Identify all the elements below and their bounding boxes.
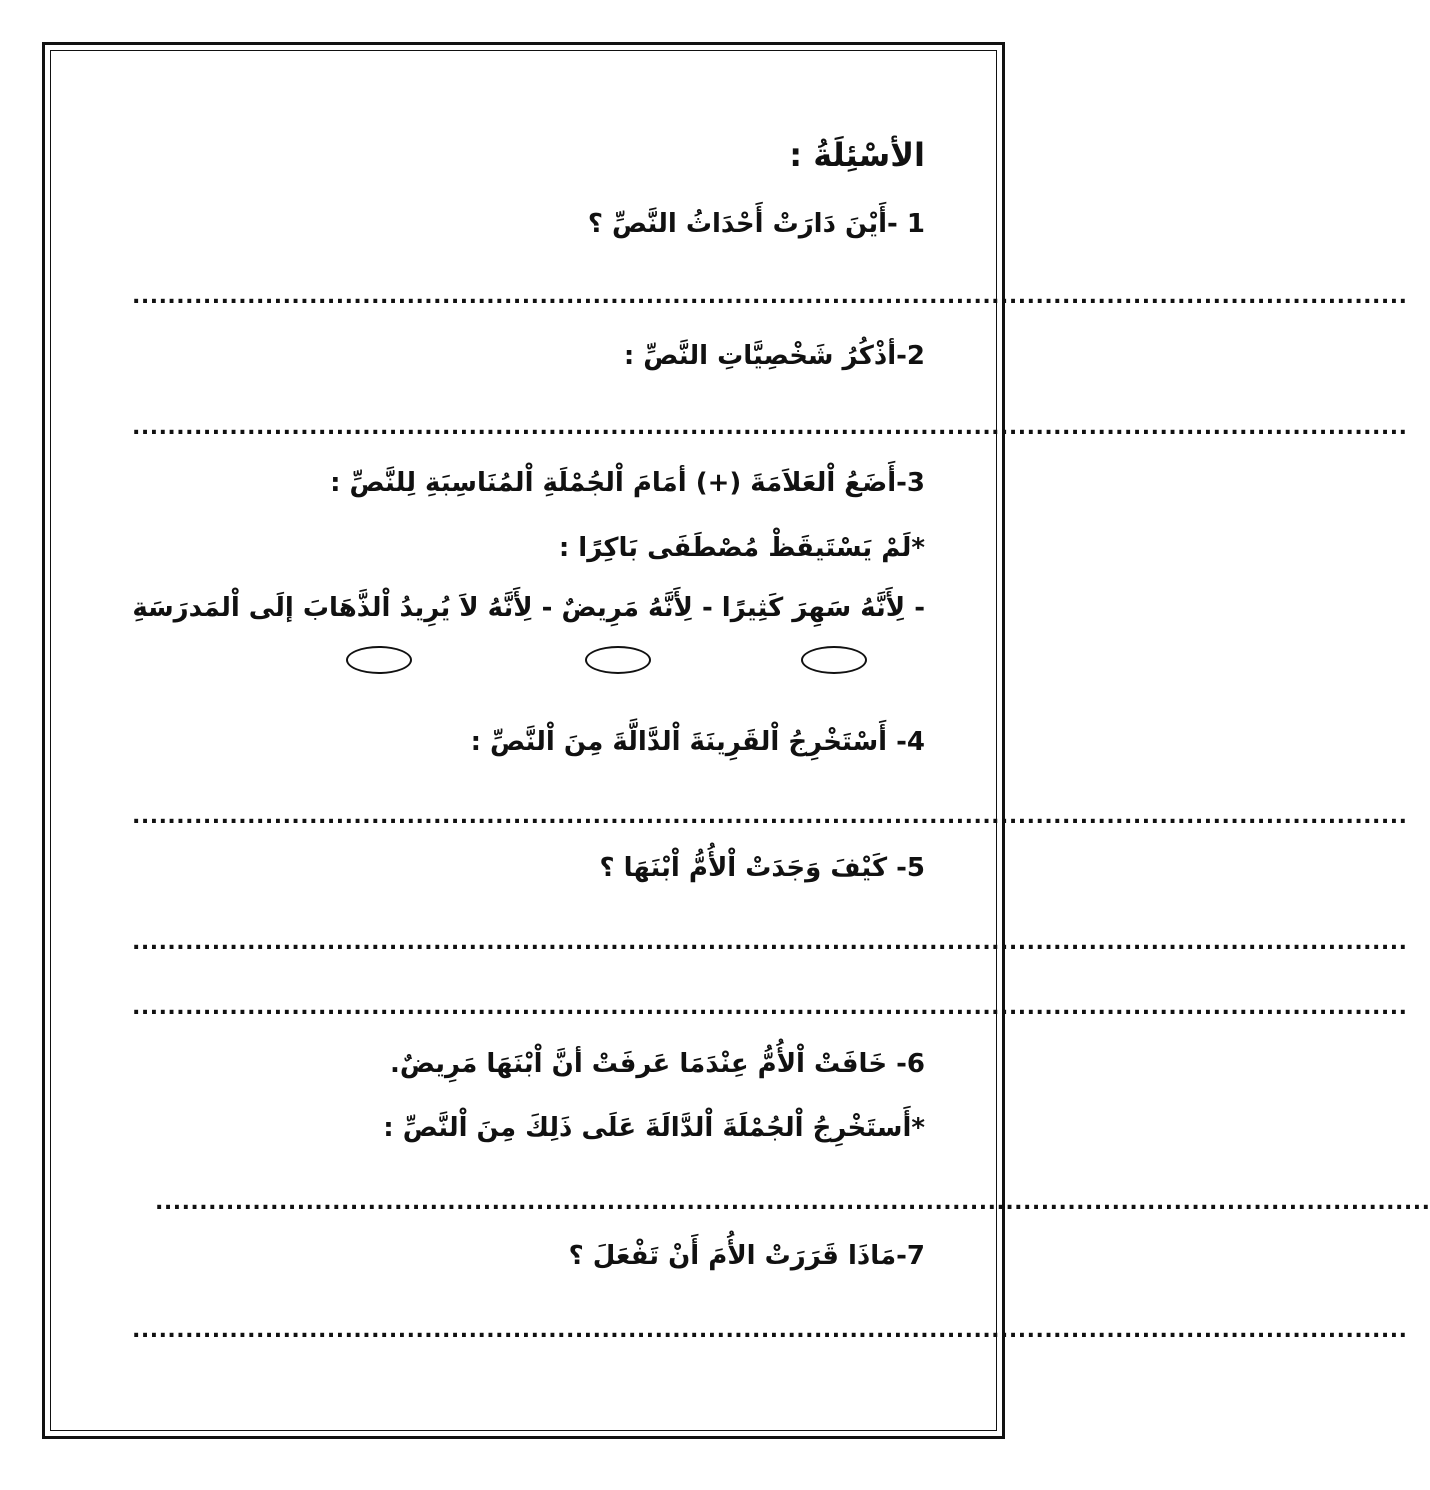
question-7: 7-مَاذَا قَرَرَتْ الأُمَ أَنْ تَفْعَلَ ؟ <box>568 1241 925 1271</box>
answer-line-2[interactable]: ................................................................................................................................................ <box>132 415 1408 440</box>
answer-line-1[interactable]: ................................................................................................................................................ <box>132 284 1408 309</box>
answer-line-6[interactable]: ................................................................................................................................................ <box>155 1190 1430 1215</box>
answer-line-7[interactable]: ................................................................................................................................................ <box>132 1318 1408 1343</box>
question-3-options: - لِأَنَّهُ سَهِرَ كَثِيرًا - لِأَنَّهُ مَرِيضٌ - لِأَنَّهُ لاَ يُرِيدُ اْلذَّهَابَ إلَى اْلمَدرَسَةِ <box>132 593 925 623</box>
question-2: 2-أذْكُرُ شَخْصِيَّاتِ النَّصِّ : <box>623 341 925 371</box>
answer-line-5b[interactable]: ................................................................................................................................................ <box>132 995 1408 1020</box>
option-checkbox-3[interactable] <box>346 646 412 674</box>
question-1: 1 -أَيْنَ دَارَتْ أَحْدَاثُ النَّصِّ ؟ <box>587 209 925 239</box>
question-6: 6- خَافَتْ اْلأُمُّ عِنْدَمَا عَرفَتْ أنَّ اْبْنَهَا مَرِيضٌ. <box>389 1049 925 1079</box>
option-checkbox-1[interactable] <box>801 646 867 674</box>
question-3: 3-أَضَعُ اْلعَلاَمَةَ (+) أمَامَ اْلجُمْلَةِ اْلمُنَاسِبَةِ لِلنَّصِّ : <box>330 468 925 498</box>
question-4: 4- أَسْتَخْرِجُ اْلقَرِينَةَ اْلدَّالَّةَ مِنَ اْلنَّصِّ : <box>470 727 925 757</box>
question-5: 5- كَيْفَ وَجَدَتْ اْلأُمُّ اْبْنَهَا ؟ <box>599 853 925 883</box>
page-title: الأسْئِلَةُ : <box>789 136 925 174</box>
answer-line-4[interactable]: ................................................................................................................................................ <box>132 804 1408 829</box>
question-3-sub: *لَمْ يَسْتَيقَظْ مُصْطَفَى بَاكِرًا : <box>558 533 925 563</box>
question-6-sub: *أَستَخْرِجُ اْلجُمْلَةَ اْلدَّالَةَ عَلَى ذَلِكَ مِنَ اْلنَّصِّ : <box>383 1113 925 1143</box>
answer-line-5a[interactable]: ................................................................................................................................................ <box>132 930 1408 955</box>
option-checkbox-2[interactable] <box>585 646 651 674</box>
